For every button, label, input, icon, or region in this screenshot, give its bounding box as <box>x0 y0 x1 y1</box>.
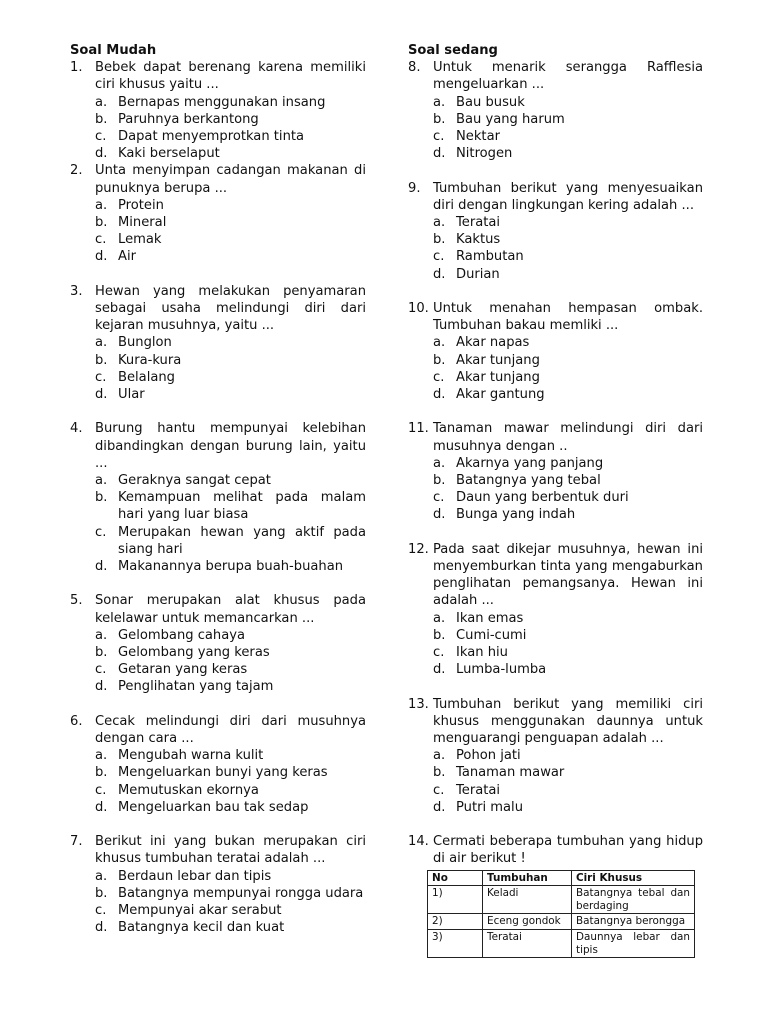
option-letter: c. <box>95 369 107 385</box>
table-header-no: No <box>428 870 483 886</box>
option-text: Tanaman mawar <box>456 765 565 781</box>
question-number: 8. <box>408 60 421 76</box>
table-cell: 1) <box>428 886 483 914</box>
option-item <box>95 782 366 799</box>
question-14 <box>408 833 703 867</box>
option-item <box>95 111 366 128</box>
table-cell: Batangnya tebal dan berdaging <box>572 886 695 914</box>
question-8 <box>408 59 703 162</box>
option-letter: d. <box>433 799 446 815</box>
option-item <box>95 919 366 936</box>
option-text: Akar tunjang <box>456 369 540 385</box>
option-item <box>433 506 703 523</box>
option-text: Mengeluarkan bau tak sedap <box>118 799 309 815</box>
option-item <box>433 644 703 661</box>
table-cell: Keladi <box>483 886 572 914</box>
question-number: 13. <box>408 696 429 712</box>
question-13 <box>408 696 703 816</box>
question-10 <box>408 300 703 403</box>
option-letter: d. <box>95 799 108 815</box>
question-stem: Untuk menarik serangga Rafflesia mengeluarkan ... <box>433 60 703 93</box>
option-letter: a. <box>433 215 446 230</box>
option-item <box>433 266 703 283</box>
question-number: 4. <box>70 421 83 437</box>
table-row <box>428 930 695 958</box>
question-number: 5. <box>70 593 83 609</box>
option-letter: c. <box>95 662 107 678</box>
option-item <box>433 231 703 248</box>
option-letter: b. <box>95 490 108 506</box>
option-item <box>433 455 703 472</box>
option-letter: a. <box>95 868 108 884</box>
option-letter: a. <box>95 473 108 489</box>
option-text: Berdaun lebar dan tipis <box>118 868 272 884</box>
question-3 <box>70 283 366 403</box>
option-item <box>95 489 366 523</box>
option-text: Durian <box>456 266 500 282</box>
left-column <box>70 42 366 936</box>
question-9 <box>408 180 703 283</box>
option-letter: c. <box>95 903 107 919</box>
option-item <box>433 214 703 231</box>
option-letter: c. <box>433 490 445 506</box>
option-letter: d. <box>95 920 108 936</box>
option-letter: c. <box>95 524 107 540</box>
question-stem: Untuk menahan hempasan ombak. Tumbuhan bakau memliki ... <box>433 301 703 334</box>
table-header-plant: Tumbuhan <box>483 870 572 886</box>
option-text: Memutuskan ekornya <box>118 782 259 798</box>
option-letter: b. <box>95 111 108 127</box>
option-letter: c. <box>433 782 445 798</box>
question-2 <box>70 162 366 265</box>
option-letter: a. <box>433 748 446 764</box>
question-4 <box>70 420 366 575</box>
option-text: Kemampuan melihat pada malam hari yang luar biasa <box>118 490 366 523</box>
option-letter: d. <box>95 146 108 162</box>
option-letter: c. <box>433 645 445 661</box>
table-row <box>428 914 695 930</box>
question-stem: Burung hantu mempunyai kelebihan dibandingkan dengan burung lain, yaitu ... <box>95 421 366 471</box>
option-letter: a. <box>95 94 108 110</box>
question-number: 2. <box>70 163 83 179</box>
option-item <box>433 145 703 162</box>
option-text: Mengubah warna kulit <box>118 748 264 764</box>
option-text: Akarnya yang panjang <box>456 455 604 471</box>
option-item <box>95 627 366 644</box>
option-item <box>433 489 703 506</box>
option-text: Kaktus <box>456 232 501 248</box>
option-letter: c. <box>95 129 107 144</box>
question-6 <box>70 713 366 816</box>
question-stem: Pada saat dikejar musuhnya, hewan ini menyemburkan tinta yang mengaburkan penglihatan pemangsanya. Hewan ini adalah ... <box>433 541 703 609</box>
option-text: Putri malu <box>456 799 523 815</box>
option-item <box>95 145 366 162</box>
option-text: Gelombang yang keras <box>118 645 270 661</box>
question-number: 6. <box>70 713 83 729</box>
question-stem: Unta menyimpan cadangan makanan di punuknya berupa ... <box>95 163 366 196</box>
question-number: 11. <box>408 421 429 437</box>
option-letter: a. <box>95 627 108 643</box>
question-stem: Tumbuhan berikut yang menyesuaikan diri dengan lingkungan kering adalah ... <box>433 180 703 213</box>
option-text: Mempunyai akar serabut <box>118 903 282 919</box>
option-letter: d. <box>95 249 108 265</box>
option-item <box>95 197 366 214</box>
question-number: 1. <box>70 60 83 76</box>
option-text: Kaki berselaput <box>118 146 220 162</box>
option-letter: b. <box>433 765 446 781</box>
question-11 <box>408 420 703 523</box>
option-text: Getaran yang keras <box>118 662 248 678</box>
option-text: Geraknya sangat cepat <box>118 473 271 489</box>
option-letter: a. <box>95 197 108 213</box>
option-item <box>95 799 366 816</box>
question-stem: Cermati beberapa tumbuhan yang hidup di air berikut ! <box>433 834 703 867</box>
option-item <box>95 472 366 489</box>
option-letter: d. <box>95 679 108 695</box>
option-letter: d. <box>433 266 446 282</box>
question-7 <box>70 833 366 936</box>
table-row <box>428 886 695 914</box>
option-text: Batangnya yang tebal <box>456 473 601 489</box>
option-item <box>95 128 366 145</box>
option-item <box>95 558 366 575</box>
option-item <box>95 231 366 248</box>
option-text: Bernapas menggunakan insang <box>118 94 326 110</box>
option-item <box>433 128 703 145</box>
option-item <box>433 799 703 816</box>
option-item <box>433 764 703 781</box>
question-1 <box>70 59 366 162</box>
question-12 <box>408 541 703 679</box>
option-letter: a. <box>433 94 446 110</box>
option-item <box>95 248 366 265</box>
option-letter: b. <box>433 627 446 643</box>
question-stem: Tumbuhan berikut yang memiliki ciri khusus menggunakan daunnya untuk menguarangi penguapan adalah ... <box>433 696 703 747</box>
option-text: Pohon jati <box>456 748 521 764</box>
option-letter: b. <box>433 232 446 248</box>
option-letter: b. <box>95 765 108 781</box>
option-text: Ular <box>118 387 145 403</box>
option-letter: d. <box>95 559 108 575</box>
option-item <box>433 248 703 265</box>
table-header-row <box>428 870 695 886</box>
option-item <box>95 885 366 902</box>
option-text: Merupakan hewan yang aktif pada siang hari <box>118 524 366 557</box>
question-stem: Cecak melindungi diri dari musuhnya dengan cara ... <box>95 713 366 747</box>
option-text: Teratai <box>456 782 501 798</box>
table-cell: 3) <box>428 930 483 958</box>
option-item <box>95 334 366 351</box>
option-text: Teratai <box>456 215 501 230</box>
option-item <box>95 902 366 919</box>
option-text: Air <box>118 249 136 265</box>
option-text: Bau yang harum <box>456 111 565 127</box>
question-stem: Tanaman mawar melindungi diri dari musuhnya dengan .. <box>433 421 703 454</box>
option-text: Gelombang cahaya <box>118 627 246 643</box>
question-number: 12. <box>408 541 429 557</box>
section-title-medium: Soal sedang <box>408 43 498 58</box>
option-letter: d. <box>433 146 446 162</box>
option-item <box>433 610 703 627</box>
option-item <box>433 472 703 489</box>
question-5 <box>70 592 366 695</box>
option-item <box>95 214 366 231</box>
option-letter: d. <box>433 507 446 523</box>
question-number: 10. <box>408 301 429 316</box>
option-item <box>433 627 703 644</box>
table-cell: Batangnya berongga <box>572 914 695 930</box>
option-text: Nektar <box>456 129 500 144</box>
table-cell: Daunnya lebar dan tipis <box>572 930 695 958</box>
option-letter: b. <box>95 215 108 231</box>
option-item <box>95 747 366 764</box>
option-letter: b. <box>95 885 108 901</box>
option-item <box>95 764 366 781</box>
option-text: Protein <box>118 197 164 213</box>
option-text: Batangnya kecil dan kuat <box>118 920 285 936</box>
option-item <box>95 678 366 695</box>
option-item <box>95 352 366 369</box>
option-letter: a. <box>95 335 108 351</box>
option-text: Mengeluarkan bunyi yang keras <box>118 765 328 781</box>
option-item <box>433 111 703 128</box>
option-letter: c. <box>95 232 107 248</box>
table-cell: Eceng gondok <box>483 914 572 930</box>
option-text: Penglihatan yang tajam <box>118 679 274 695</box>
option-letter: a. <box>95 748 108 764</box>
option-text: Mineral <box>118 215 167 231</box>
right-column <box>408 42 703 958</box>
option-text: Bau busuk <box>456 94 525 110</box>
table-cell: Teratai <box>483 930 572 958</box>
plant-table <box>427 870 695 959</box>
option-letter: b. <box>95 645 108 661</box>
option-text: Lemak <box>118 232 162 248</box>
option-item <box>95 524 366 558</box>
option-text: Bunga yang indah <box>456 507 576 523</box>
option-text: Nitrogen <box>456 146 513 162</box>
section-title-easy: Soal Mudah <box>70 43 157 58</box>
option-item <box>433 94 703 111</box>
option-letter: b. <box>433 111 446 127</box>
option-letter: d. <box>433 387 446 403</box>
option-text: Rambutan <box>456 249 524 265</box>
option-letter: d. <box>433 662 446 678</box>
option-text: Dapat menyemprotkan tinta <box>118 129 305 144</box>
option-item <box>95 868 366 885</box>
option-text: Kura-kura <box>118 352 182 368</box>
option-text: Makanannya berupa buah-buahan <box>118 559 344 575</box>
question-number: 7. <box>70 834 83 850</box>
question-stem: Sonar merupakan alat khusus pada kelelawar untuk memancarkan ... <box>95 593 366 626</box>
option-text: Cumi-cumi <box>456 627 527 643</box>
option-letter: b. <box>95 352 108 368</box>
question-number: 3. <box>70 283 83 299</box>
option-letter: b. <box>433 473 446 489</box>
option-item <box>95 386 366 403</box>
option-letter: b. <box>433 352 446 368</box>
question-stem: Bebek dapat berenang karena memiliki ciri khusus yaitu ... <box>95 60 366 93</box>
option-item <box>433 386 703 403</box>
option-letter: c. <box>95 782 107 798</box>
option-letter: d. <box>95 387 108 403</box>
option-item <box>95 369 366 386</box>
option-item <box>95 94 366 111</box>
question-number: 9. <box>408 180 421 196</box>
option-item <box>95 661 366 678</box>
option-item <box>433 782 703 799</box>
option-item <box>433 334 703 351</box>
option-text: Lumba-lumba <box>456 662 547 678</box>
option-text: Belalang <box>118 369 175 385</box>
option-item <box>433 747 703 764</box>
question-stem: Hewan yang melakukan penyamaran sebagai usaha melindungi diri dari kejaran musuhnya, yaitu ... <box>95 283 366 334</box>
option-item <box>433 352 703 369</box>
option-item <box>433 369 703 386</box>
option-text: Akar tunjang <box>456 352 540 368</box>
option-text: Akar gantung <box>456 387 545 403</box>
question-stem: Berikut ini yang bukan merupakan ciri khusus tumbuhan teratai adalah ... <box>95 834 366 867</box>
table-cell: 2) <box>428 914 483 930</box>
option-text: Akar napas <box>456 335 530 351</box>
option-text: Batangnya mempunyai rongga udara <box>118 885 364 901</box>
option-letter: a. <box>433 335 446 351</box>
table-header-feature: Ciri Khusus <box>572 870 695 886</box>
option-letter: c. <box>433 369 445 385</box>
option-text: Bunglon <box>118 335 172 351</box>
option-letter: a. <box>433 610 446 626</box>
option-item <box>433 661 703 678</box>
option-text: Daun yang berbentuk duri <box>456 490 629 506</box>
question-number: 14. <box>408 834 429 850</box>
option-item <box>95 644 366 661</box>
option-letter: c. <box>433 249 445 265</box>
option-letter: c. <box>433 129 445 144</box>
option-text: Ikan emas <box>456 610 524 626</box>
option-text: Paruhnya berkantong <box>118 111 259 127</box>
option-text: Ikan hiu <box>456 645 508 661</box>
option-letter: a. <box>433 455 446 471</box>
